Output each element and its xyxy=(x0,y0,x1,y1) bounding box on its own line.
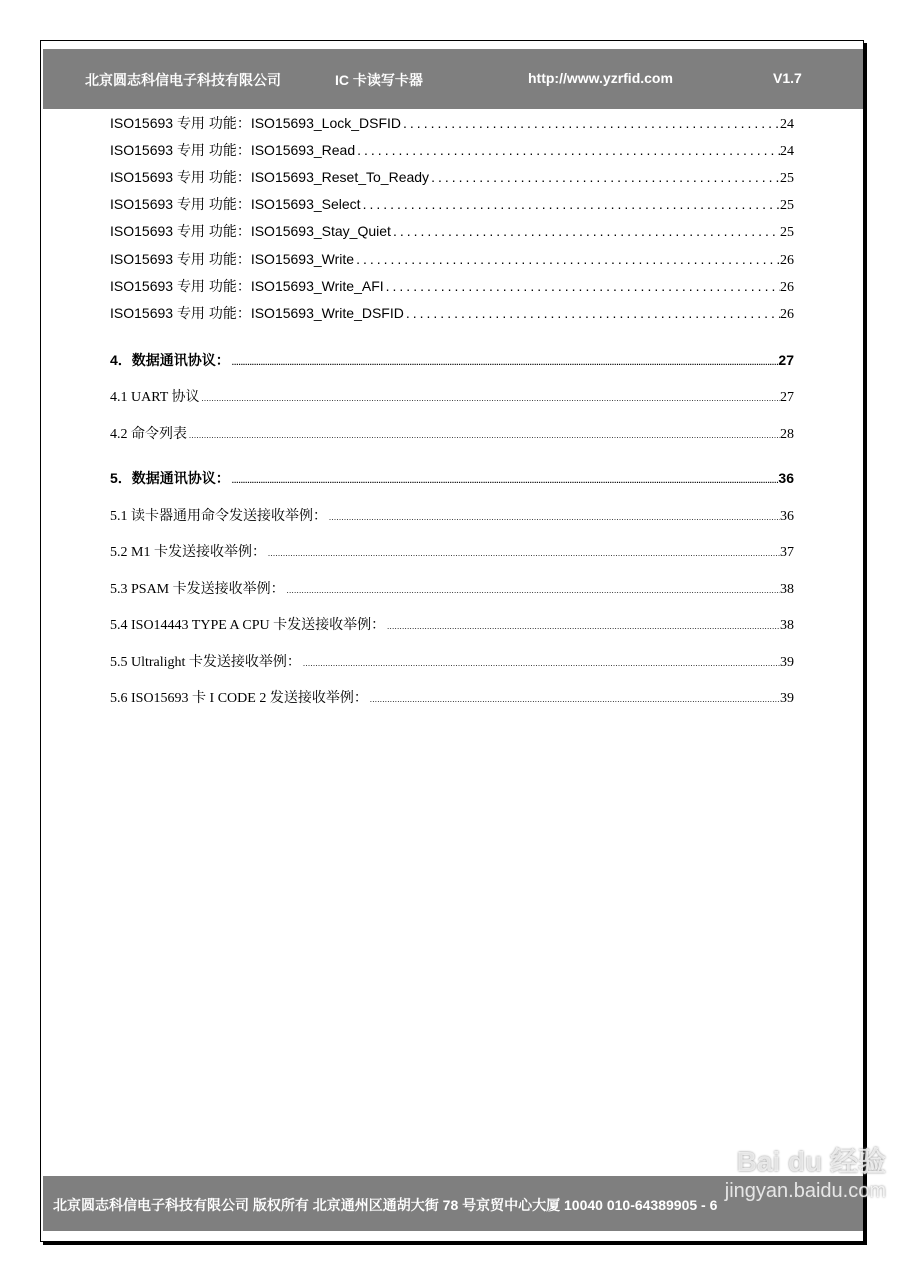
toc-leader-dots xyxy=(406,305,780,321)
toc-entry-page: 27 xyxy=(780,390,794,405)
toc-entry-page: 39 xyxy=(780,691,794,706)
toc-leader-dots xyxy=(268,549,780,558)
page-header xyxy=(43,49,863,109)
toc-entry-page: 26 xyxy=(780,253,794,268)
toc-leader-dots xyxy=(356,251,780,267)
toc-entry-title: ISO15693 专用 功能：ISO15693_Select xyxy=(110,196,361,212)
toc-entry-page: 36 xyxy=(780,509,794,524)
header-company: 北京圆志科信电子科技有限公司 xyxy=(85,72,281,88)
toc-entry[interactable] xyxy=(110,140,794,160)
toc-entry[interactable] xyxy=(110,541,794,561)
header-version: V1.7 xyxy=(773,70,802,86)
toc-entry-title: 5.5 Ultralight 卡发送接收举例： xyxy=(110,655,301,670)
toc-leader-dots xyxy=(370,695,780,704)
toc-entry-page: 25 xyxy=(780,198,794,213)
toc-leader-dots xyxy=(357,142,780,158)
toc-leader-dots xyxy=(287,586,780,595)
toc-entry-page: 37 xyxy=(780,545,794,560)
toc-entry-page: 38 xyxy=(780,618,794,633)
toc-entry[interactable] xyxy=(110,249,794,269)
toc-leader-dots xyxy=(329,513,780,522)
toc-entry[interactable] xyxy=(110,276,794,296)
toc-entry-page: 24 xyxy=(780,144,794,159)
toc-entry[interactable] xyxy=(110,194,794,214)
toc-leader-dots xyxy=(232,358,779,367)
toc-leader-dots xyxy=(393,223,780,239)
toc-entry-page: 26 xyxy=(780,280,794,295)
header-product: IC 卡读写卡器 xyxy=(335,72,423,88)
toc-leader-dots xyxy=(202,394,780,403)
toc-entry-title: ISO15693 专用 功能：ISO15693_Write xyxy=(110,251,355,267)
toc-entry-page: 38 xyxy=(780,582,794,597)
toc-entry-title: 4.1 UART 协议 xyxy=(110,390,200,405)
toc-entry-page: 24 xyxy=(780,117,794,132)
toc-entry-title: ISO15693 专用 功能：ISO15693_Read xyxy=(110,142,356,158)
toc-entry-title: ISO15693 专用 功能：ISO15693_Write_AFI xyxy=(110,278,384,294)
toc-entry-title: ISO15693 专用 功能：ISO15693_Lock_DSFID xyxy=(110,115,402,131)
toc-entry[interactable] xyxy=(110,505,794,525)
toc-entry-page: 25 xyxy=(780,225,794,240)
toc-entry[interactable] xyxy=(110,468,794,488)
toc-entry-title: ISO15693 专用 功能：ISO15693_Stay_Quiet xyxy=(110,223,391,239)
toc-entry[interactable] xyxy=(110,386,794,406)
toc-entry[interactable] xyxy=(110,687,794,707)
toc-entry[interactable] xyxy=(110,221,794,241)
toc-entry-title: 5.4 ISO14443 TYPE A CPU 卡发送接收举例： xyxy=(110,618,386,633)
toc-leader-dots xyxy=(232,476,779,485)
toc-entry-page: 28 xyxy=(780,427,794,442)
toc-leader-dots xyxy=(431,169,780,185)
header-url: http://www.yzrfid.com xyxy=(528,70,673,86)
watermark-logo: Bai du 经验 xyxy=(736,1146,886,1177)
toc-entry[interactable] xyxy=(110,303,794,323)
toc-entry-page: 26 xyxy=(780,307,794,322)
toc-entry[interactable] xyxy=(110,651,794,671)
toc-entry-page: 25 xyxy=(780,171,794,186)
toc-leader-dots xyxy=(387,622,780,631)
toc-entry[interactable] xyxy=(110,113,794,133)
toc-entry-title: 5.1 读卡器通用命令发送接收举例： xyxy=(110,509,327,524)
toc-entry-title: 5．数据通讯协议： xyxy=(110,470,230,486)
toc-entry-page: 36 xyxy=(778,470,794,486)
toc-entry-title: 5.6 ISO15693 卡 I CODE 2 发送接收举例： xyxy=(110,691,368,706)
toc-entry-title: 5.3 PSAM 卡发送接收举例： xyxy=(110,582,285,597)
toc-leader-dots xyxy=(189,431,780,440)
toc-entry-title: ISO15693 专用 功能：ISO15693_Reset_To_Ready xyxy=(110,169,430,185)
watermark-url: jingyan.baidu.com xyxy=(724,1180,886,1202)
toc-entry-title: 4.2 命令列表 xyxy=(110,427,187,442)
toc-entry[interactable] xyxy=(110,167,794,187)
toc-leader-dots xyxy=(363,196,780,212)
toc-entry-title: ISO15693 专用 功能：ISO15693_Write_DSFID xyxy=(110,305,404,321)
footer-text: 北京圆志科信电子科技有限公司 版权所有 北京通州区通胡大街 78 号京贸中心大厦 10040 010-64389905 - 6 xyxy=(53,1197,718,1213)
toc-leader-dots xyxy=(303,659,780,668)
toc-entry[interactable] xyxy=(110,578,794,598)
toc-entry[interactable] xyxy=(110,423,794,443)
toc-entry-title: 5.2 M1 卡发送接收举例： xyxy=(110,545,266,560)
toc-entry-page: 27 xyxy=(778,352,794,368)
toc-entry[interactable] xyxy=(110,350,794,370)
toc-entry-title: 4．数据通讯协议： xyxy=(110,352,230,368)
toc-entry-page: 39 xyxy=(780,655,794,670)
toc-entry[interactable] xyxy=(110,614,794,634)
toc-leader-dots xyxy=(403,115,780,131)
toc-leader-dots xyxy=(386,278,780,294)
